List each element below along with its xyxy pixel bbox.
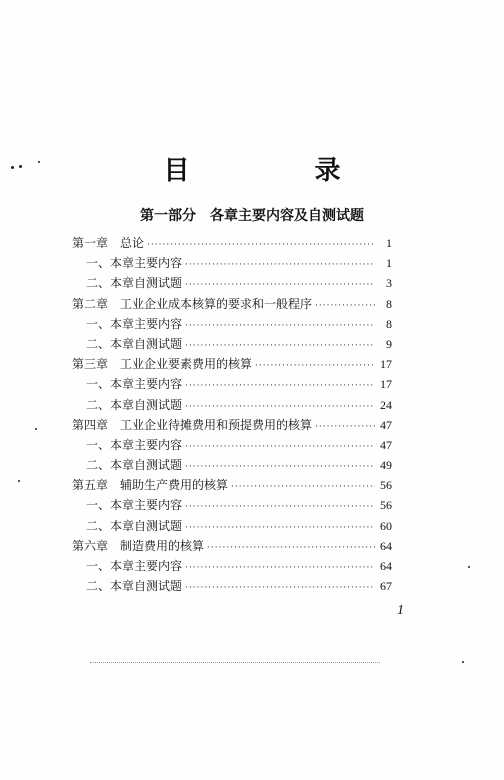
scan-speck <box>18 480 20 482</box>
toc-entry-page: 17 <box>380 377 392 392</box>
scan-speck <box>11 166 14 169</box>
toc-entry-page: 8 <box>386 296 392 311</box>
toc-entry-page: 60 <box>380 518 392 533</box>
toc-entry-page: 64 <box>380 538 392 553</box>
toc-entry-section[interactable] <box>72 556 392 576</box>
toc-entry-page: 9 <box>386 336 392 351</box>
leader-dots <box>185 558 375 578</box>
leader-dots <box>185 518 375 538</box>
toc-entry-section[interactable] <box>72 253 392 273</box>
leader-dots <box>185 497 375 517</box>
toc-entry-chapter[interactable] <box>72 354 392 374</box>
toc-entry-label: 二、本章自测试题 <box>86 336 183 351</box>
scan-speck <box>19 165 22 168</box>
toc-entry-page: 47 <box>380 417 392 432</box>
toc-entry-chapter[interactable] <box>72 415 392 435</box>
scan-speck <box>35 428 37 430</box>
toc-entry-section[interactable] <box>72 576 392 596</box>
toc-entry-page: 1 <box>386 236 392 250</box>
page-number: 1 <box>397 603 404 618</box>
toc-list <box>72 233 392 596</box>
toc-entry-label: 一、本章主要内容 <box>86 437 183 452</box>
leader-dots <box>185 255 375 275</box>
toc-entry-page: 24 <box>380 397 392 412</box>
leader-dots <box>147 235 375 255</box>
toc-entry-label: 二、本章自测试题 <box>86 397 183 412</box>
toc-entry-page: 56 <box>380 498 392 513</box>
toc-entry-label: 二、本章自测试题 <box>86 579 183 594</box>
toc-entry-label: 一、本章主要内容 <box>86 256 183 271</box>
scan-line <box>90 662 380 663</box>
leader-dots <box>185 437 375 457</box>
toc-entry-section[interactable] <box>72 455 392 475</box>
toc-entry-page: 64 <box>380 559 392 573</box>
part-heading: 第一部分 各章主要内容及自测试题 <box>140 208 364 224</box>
toc-entry-section[interactable] <box>72 395 392 415</box>
toc-entry-label: 一、本章主要内容 <box>86 377 183 392</box>
toc-entry-page: 17 <box>380 357 392 372</box>
leader-dots <box>185 457 375 477</box>
toc-entry-page: 56 <box>380 478 392 493</box>
leader-dots <box>185 578 375 598</box>
toc-entry-label: 第四章 工业企业待摊费用和预提费用的核算 <box>72 417 313 432</box>
toc-entry-chapter[interactable] <box>72 233 392 253</box>
toc-entry-section[interactable] <box>72 374 392 394</box>
toc-entry-label: 一、本章主要内容 <box>86 498 183 513</box>
toc-entry-section[interactable] <box>72 516 392 536</box>
toc-entry-label: 二、本章自测试题 <box>86 518 183 533</box>
leader-dots <box>255 356 375 376</box>
leader-dots <box>185 376 375 396</box>
leader-dots <box>185 275 375 295</box>
page-title: 目 录 <box>163 156 399 186</box>
toc-entry-chapter[interactable] <box>72 294 392 314</box>
scan-speck <box>468 566 470 568</box>
leader-dots <box>315 417 375 437</box>
toc-entry-label: 第一章 总论 <box>72 236 145 250</box>
toc-entry-chapter[interactable] <box>72 475 392 495</box>
toc-entry-section[interactable] <box>72 495 392 515</box>
toc-entry-label: 第二章 工业企业成本核算的要求和一般程序 <box>72 296 313 311</box>
toc-entry-page: 3 <box>386 276 392 291</box>
toc-entry-label: 第五章 辅助生产费用的核算 <box>72 478 229 493</box>
leader-dots <box>231 477 375 497</box>
scan-speck <box>462 661 464 663</box>
leader-dots <box>207 538 375 558</box>
toc-entry-label: 二、本章自测试题 <box>86 276 183 291</box>
toc-entry-page: 49 <box>380 458 392 473</box>
toc-entry-page: 67 <box>380 579 392 594</box>
toc-entry-label: 第六章 制造费用的核算 <box>72 538 205 553</box>
toc-entry-label: 一、本章主要内容 <box>86 316 183 331</box>
scan-speck <box>38 161 40 163</box>
toc-entry-label: 一、本章主要内容 <box>86 559 183 573</box>
leader-dots <box>185 336 375 356</box>
toc-entry-label: 第三章 工业企业要素费用的核算 <box>72 357 253 372</box>
toc-entry-page: 47 <box>380 437 392 452</box>
leader-dots <box>315 296 375 316</box>
toc-entry-section[interactable] <box>72 314 392 334</box>
leader-dots <box>185 397 375 417</box>
toc-entry-chapter[interactable] <box>72 536 392 556</box>
toc-entry-label: 二、本章自测试题 <box>86 458 183 473</box>
toc-entry-section[interactable] <box>72 273 392 293</box>
toc-entry-section[interactable] <box>72 334 392 354</box>
toc-entry-page: 8 <box>386 316 392 331</box>
toc-entry-section[interactable] <box>72 435 392 455</box>
leader-dots <box>185 316 375 336</box>
toc-entry-page: 1 <box>386 256 392 271</box>
